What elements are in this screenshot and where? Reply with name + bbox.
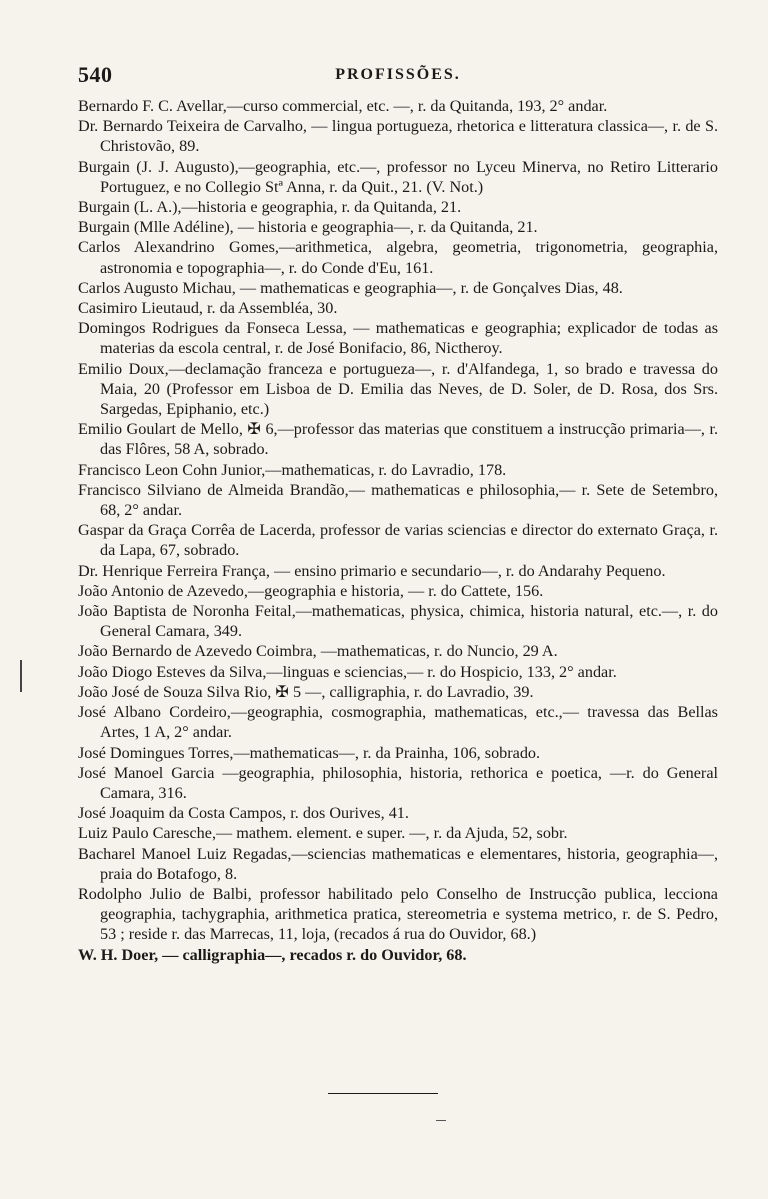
list-item: Bacharel Manoel Luiz Regadas,—sciencias mathematicas e elementares, historia, geographia—, praia do Botafogo, 8.	[78, 844, 718, 883]
list-item: Casimiro Lieutaud, r. da Assembléa, 30.	[78, 299, 338, 318]
running-title: PROFISSÕES.	[335, 66, 461, 83]
list-item: Burgain (Mlle Adéline), — historia e geographia—, r. da Quitanda, 21.	[78, 218, 538, 237]
list-item: Carlos Alexandrino Gomes,—arithmetica, algebra, geometria, trigonometria, geographia, astronomia e topographia—, r. do Conde d'Eu, 161.	[78, 238, 718, 277]
list-item: Emilio Goulart de Mello, ✠ 6,—professor das materias que constituem a instrucção primaria—, r. das Flôres, 58 A, sobrado.	[78, 420, 718, 459]
list-item: Burgain (J. J. Augusto),—geographia, etc.—, professor no Lyceu Minerva, no Retiro Litterario Portuguez, e no Collegio Stª Anna, r. da Quit., 21. (V. Not.)	[78, 157, 718, 196]
list-item: Domingos Rodrigues da Fonseca Lessa, — mathematicas e geographia; explicador de todas as materias da escola central, r. de José Bonifacio, 86, Nictheroy.	[78, 319, 718, 358]
page-header	[78, 62, 718, 90]
list-item: Dr. Bernardo Teixeira de Carvalho, — lingua portugueza, rhetorica e litteratura classica—, r. de S. Christovão, 89.	[78, 117, 718, 156]
list-item: Luiz Paulo Caresche,— mathem. element. e super. —, r. da Ajuda, 52, sobr.	[78, 824, 568, 843]
list-item: Francisco Leon Cohn Junior,—mathematicas, r. do Lavradio, 178.	[78, 460, 507, 479]
directory-list	[78, 96, 718, 965]
margin-mark	[20, 660, 22, 692]
list-item: Francisco Silviano de Almeida Brandão,— mathematicas e philosophia,— r. Sete de Setembro, 68, 2° andar.	[78, 480, 718, 520]
list-item: João Bernardo de Azevedo Coimbra, —mathematicas, r. do Nuncio, 29 A.	[78, 642, 558, 661]
list-item: Burgain (L. A.),—historia e geographia, r. da Quitanda, 21.	[78, 198, 462, 217]
list-item: João Baptista de Noronha Feital,—mathematicas, physica, chimica, historia natural, etc.—, r. do General Camara, 349.	[78, 602, 718, 641]
list-item: Bernardo F. C. Avellar,—curso commercial, etc. —, r. da Quitanda, 193, 2° andar.	[78, 97, 608, 115]
page-number: 540	[78, 62, 113, 87]
list-item: Dr. Henrique Ferreira França, — ensino primario e secundario—, r. do Andarahy Pequeno.	[78, 561, 666, 580]
list-item: Emilio Doux,—declamação franceza e portugueza—, r. d'Alfandega, 1, so brado e travessa do Maia, 20 (Professor em Lisboa de D. Emilia das Neves, de D. Soler, de D. Rosa, dos Srs. Sargedas, Epiphanio, etc.)	[78, 359, 718, 419]
list-item: José Joaquim da Costa Campos, r. dos Ourives, 41.	[78, 804, 409, 823]
end-rule	[328, 1093, 438, 1094]
list-item: Rodolpho Julio de Balbi, professor habilitado pelo Conselho de Instrucção publica, lecciona geographia, tachygraphia, arithmetica pratica, stereometria e systema metrico, r. de S. Pedro, 53 ; reside r. das Marrecas, 11, loja, (recados á rua do Ouvidor, 68.)	[78, 884, 718, 944]
list-item: João José de Souza Silva Rio, ✠ 5 —, calligraphia, r. do Lavradio, 39.	[78, 682, 534, 701]
list-item: W. H. Doer, — calligraphia—, recados r. do Ouvidor, 68.	[78, 945, 467, 964]
list-item: João Antonio de Azevedo,—geographia e historia, — r. do Cattete, 156.	[78, 581, 544, 600]
list-item: José Albano Cordeiro,—geographia, cosmographia, mathematicas, etc.,— travessa das Bellas Artes, 1 A, 2° andar.	[78, 703, 718, 742]
tail-mark	[436, 1120, 446, 1121]
list-item: José Domingues Torres,—mathematicas—, r. da Prainha, 106, sobrado.	[78, 743, 541, 762]
list-item: Carlos Augusto Michau, — mathematicas e geographia—, r. de Gonçalves Dias, 48.	[78, 278, 623, 297]
list-item: João Diogo Esteves da Silva,—linguas e sciencias,— r. do Hospicio, 133, 2° andar.	[78, 662, 617, 681]
list-item: José Manoel Garcia —geographia, philosophia, historia, rethorica e poetica, —r. do General Camara, 316.	[78, 763, 718, 802]
list-item: Gaspar da Graça Corrêa de Lacerda, professor de varias sciencias e director do externato Graça, r. da Lapa, 67, sobrado.	[78, 521, 718, 560]
